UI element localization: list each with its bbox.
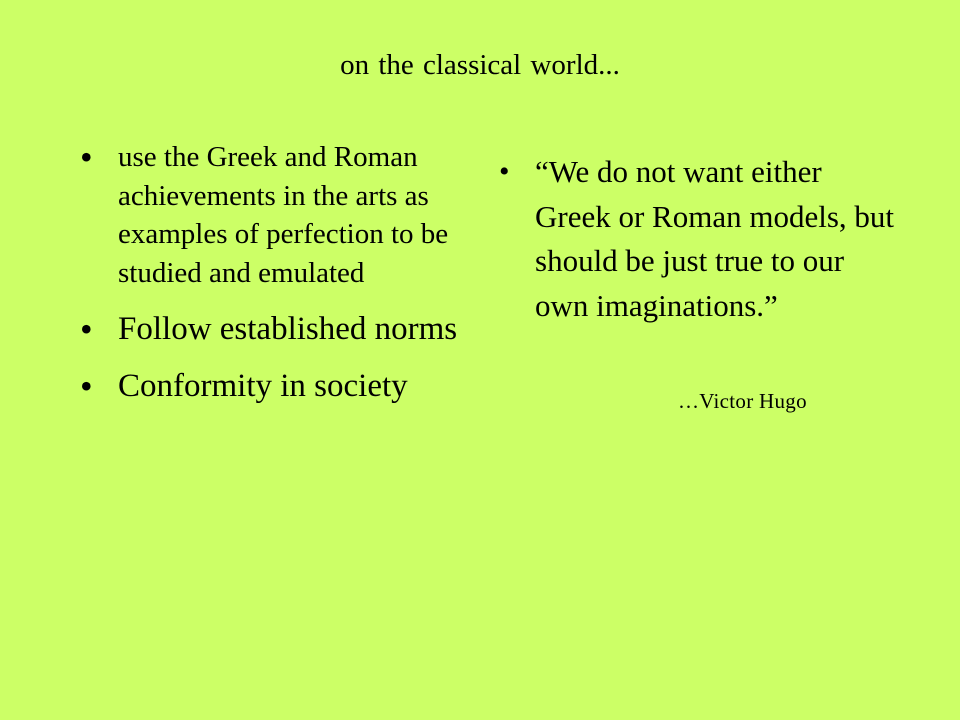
- bullet-item-hugo-quote: [497, 150, 897, 328]
- bullet-text: use the Greek and Roman achievements in the arts as examples of perfection to be studied and emulated: [118, 141, 449, 289]
- slide-title: on the classical world...: [340, 49, 620, 81]
- bullet-icon: •: [499, 155, 510, 188]
- bullet-icon: •: [80, 366, 93, 406]
- bullet-item-greek-roman: [80, 138, 460, 292]
- quote-text: “We do not want either Greek or Roman models, but should be just true to our own imaginations.”: [535, 154, 895, 323]
- quote-attribution: …Victor Hugo: [678, 389, 807, 413]
- bullet-icon: •: [80, 309, 93, 349]
- right-bullet-list: [497, 150, 897, 328]
- left-bullet-list: [80, 138, 460, 421]
- bullet-icon: •: [80, 137, 93, 177]
- bullet-item-conformity: [80, 364, 460, 409]
- bullet-text: Conformity in society: [118, 368, 408, 404]
- bullet-item-norms: [80, 307, 460, 352]
- bullet-text: Follow established norms: [118, 311, 458, 347]
